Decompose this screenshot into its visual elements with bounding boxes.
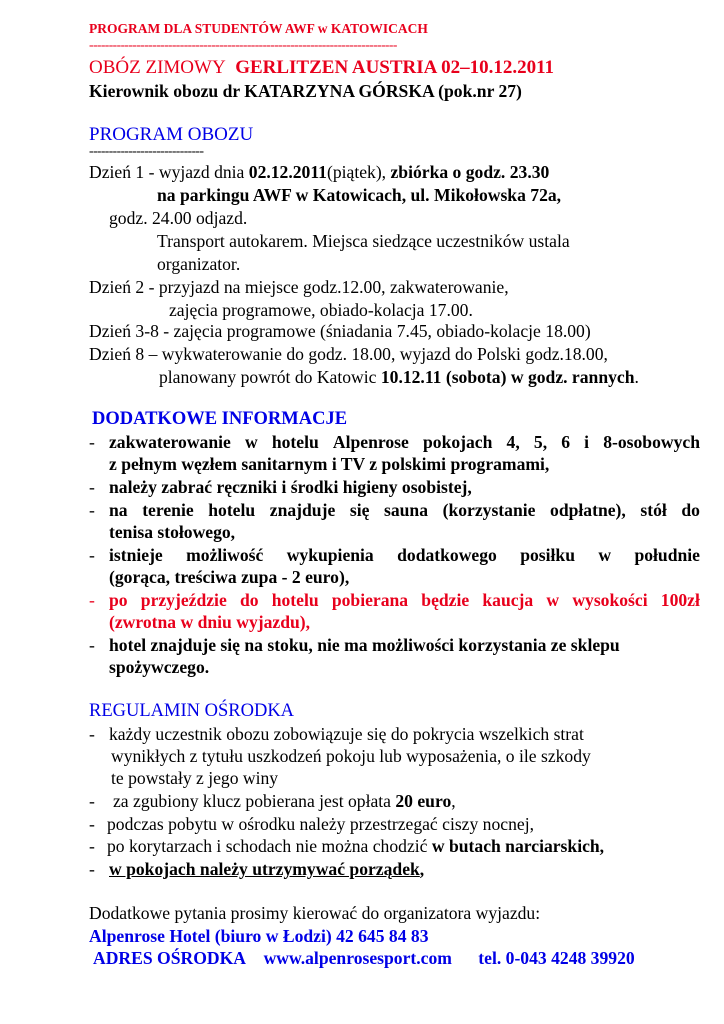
- info-item-1-line2: z pełnym węzłem sanitarnym i TV z polskimi programami,: [109, 454, 550, 474]
- info-item-6-line1: hotel znajduje się na stoku, nie ma możliwości korzystania ze sklepu: [109, 635, 620, 655]
- word: stół: [640, 500, 667, 520]
- bullet-dash: -: [89, 836, 95, 856]
- word: południe: [634, 545, 700, 565]
- bullet-dash: -: [89, 500, 95, 520]
- word: w: [244, 432, 258, 452]
- bullet-dash: -: [89, 814, 95, 834]
- word: zakwaterowanie: [109, 432, 231, 452]
- word: 4,: [506, 432, 520, 452]
- day2-line2: zajęcia programowe, obiado-kolacja 17.00.: [169, 300, 473, 320]
- program-rule: -----------------------------: [89, 143, 204, 158]
- rule-item-4: [107, 835, 604, 857]
- day8-end: .: [634, 367, 639, 387]
- rule-item-2-end: ,: [451, 791, 456, 811]
- rule-item-4-bold: w butach narciarskich,: [431, 836, 605, 856]
- word: znajduje: [269, 500, 336, 520]
- word: po: [109, 590, 128, 610]
- address-line: [93, 947, 635, 969]
- day3-8-line: Dzień 3-8 - zajęcia programowe (śniadania 7.45, obiado-kolacje 18.00): [89, 321, 591, 341]
- rule-item-4-text: po korytarzach i schodach nie można chodzić: [107, 836, 432, 856]
- program-heading: PROGRAM DLA STUDENTÓW AWF w KATOWICACH: [89, 21, 428, 36]
- bullet-dash: -: [89, 432, 95, 452]
- camp-leader: Kierownik obozu dr KATARZYNA GÓRSKA (pok.nr 27): [89, 81, 522, 101]
- website-text: www.alpenrosesport.com: [263, 948, 452, 968]
- word: istnieje: [109, 545, 163, 565]
- day1-weekday: (piątek),: [326, 162, 391, 182]
- word: i: [584, 432, 590, 452]
- day8-return-text: planowany powrót do Katowic: [159, 367, 381, 387]
- word: hotelu: [271, 590, 319, 610]
- bullet-dash: -: [89, 477, 95, 497]
- info-item-3-line1: [109, 499, 700, 521]
- word: do: [681, 500, 700, 520]
- word: 6: [561, 432, 571, 452]
- word: terenie: [142, 500, 194, 520]
- word: 8-osobowych: [603, 432, 700, 452]
- rule-item-1-line1: każdy uczestnik obozu zobowiązuje się do pokrycia wszelkich strat: [109, 724, 584, 744]
- word: Alpenrose: [332, 432, 409, 452]
- day1-meeting: zbiórka o godz. 23.30: [390, 162, 550, 182]
- day1-place: na parkingu AWF w Katowicach, ul. Mikołowska 72a,: [157, 185, 562, 205]
- header-rule: ------------------------------------------------------------------------------: [89, 37, 397, 52]
- phone-text: tel. 0-043 4248 39920: [478, 948, 635, 968]
- rules-title: REGULAMIN OŚRODKA: [89, 701, 295, 721]
- rule-item-2-fee: 20 euro: [395, 791, 452, 811]
- info-item-5-line2: (zwrotna w dniu wyjazdu),: [109, 612, 311, 632]
- day2-line1: Dzień 2 - przyjazd na miejsce godz.12.00, zakwaterowanie,: [89, 277, 509, 297]
- bullet-dash: -: [89, 859, 95, 879]
- rule-item-2-text: za zgubiony klucz pobierana jest opłata: [113, 791, 396, 811]
- program-title: PROGRAM OBOZU: [89, 124, 254, 145]
- address-label: ADRES OŚRODKA: [93, 948, 246, 968]
- word: sauna: [384, 500, 429, 520]
- hotel-contact: Alpenrose Hotel (biuro w Łodzi) 42 645 84 83: [89, 926, 429, 946]
- day1-depart: godz. 24.00 odjazd.: [109, 208, 248, 228]
- day1-organizer: organizator.: [157, 254, 241, 274]
- word: posiłku: [520, 545, 575, 565]
- word: w: [546, 590, 560, 610]
- camp-title-prefix: OBÓZ ZIMOWY: [89, 57, 226, 78]
- rule-item-1-line2: wynikłych z tytułu uszkodzeń pokoju lub wyposażenia, o ile szkody: [111, 746, 591, 766]
- rule-item-5-text: w pokojach należy utrzymywać porządek: [109, 859, 420, 879]
- contact-question: Dodatkowe pytania prosimy kierować do organizatora wyjazdu:: [89, 903, 541, 923]
- bullet-dash: -: [89, 724, 95, 744]
- word: na: [109, 500, 128, 520]
- word: pobierana: [331, 590, 409, 610]
- day1-transport: Transport autokarem. Miejsca siedzące uczestników ustala: [157, 231, 570, 251]
- rule-item-5: [109, 858, 424, 880]
- word: kaucja: [482, 590, 534, 610]
- day8-line2: [159, 366, 639, 388]
- word: (korzystanie: [442, 500, 536, 520]
- info-item-4-line2: (gorąca, treściwa zupa - 2 euro),: [109, 567, 350, 587]
- word: odpłatne),: [550, 500, 626, 520]
- rule-item-3: podczas pobytu w ośrodku należy przestrzegać ciszy nocnej,: [107, 814, 534, 834]
- day8-return-date: 10.12.11 (sobota) w godz. rannych: [380, 367, 635, 387]
- day1-date: 02.12.2011: [248, 162, 327, 182]
- day8-line1: Dzień 8 – wykwaterowanie do godz. 18.00, wyjazd do Polski godz.18.00,: [89, 344, 608, 364]
- word: pokojach: [422, 432, 493, 452]
- word: hotelu: [208, 500, 256, 520]
- word: będzie: [421, 590, 470, 610]
- bullet-dash: -: [89, 791, 95, 811]
- day1-prefix: Dzień 1 - wyjazd dnia: [89, 162, 249, 182]
- word: wykupienia: [286, 545, 374, 565]
- info-item-2: należy zabrać ręczniki i środki higieny osobistej,: [109, 477, 472, 497]
- bullet-dash: -: [89, 635, 95, 655]
- info-item-6-line2: spożywczego.: [109, 657, 210, 677]
- camp-title-place: GERLITZEN AUSTRIA 02–10.12.2011: [235, 57, 555, 78]
- rule-item-5-end: ,: [419, 859, 425, 879]
- rule-item-1-line3: te powstały z jego winy: [111, 768, 279, 788]
- word: wysokości: [572, 590, 648, 610]
- word: 5,: [533, 432, 548, 452]
- info-item-1-line1: [109, 431, 700, 453]
- word: hotelu: [271, 432, 319, 452]
- day1-line: [89, 161, 549, 183]
- word: 100zł: [660, 590, 700, 610]
- word: dodatkowego: [397, 545, 497, 565]
- camp-title: [89, 56, 554, 80]
- word: przyjeździe: [140, 590, 227, 610]
- word: się: [349, 500, 370, 520]
- info-item-4-line1: [109, 544, 700, 566]
- bullet-dash: -: [89, 590, 95, 610]
- rule-item-2: [113, 790, 456, 812]
- info-item-5-line1: [109, 589, 700, 611]
- word: w: [598, 545, 612, 565]
- additional-title: DODATKOWE INFORMACJE: [92, 409, 348, 429]
- info-item-3-line2: tenisa stołowego,: [109, 522, 236, 542]
- word: do: [239, 590, 259, 610]
- bullet-dash: -: [89, 545, 95, 565]
- word: możliwość: [186, 545, 264, 565]
